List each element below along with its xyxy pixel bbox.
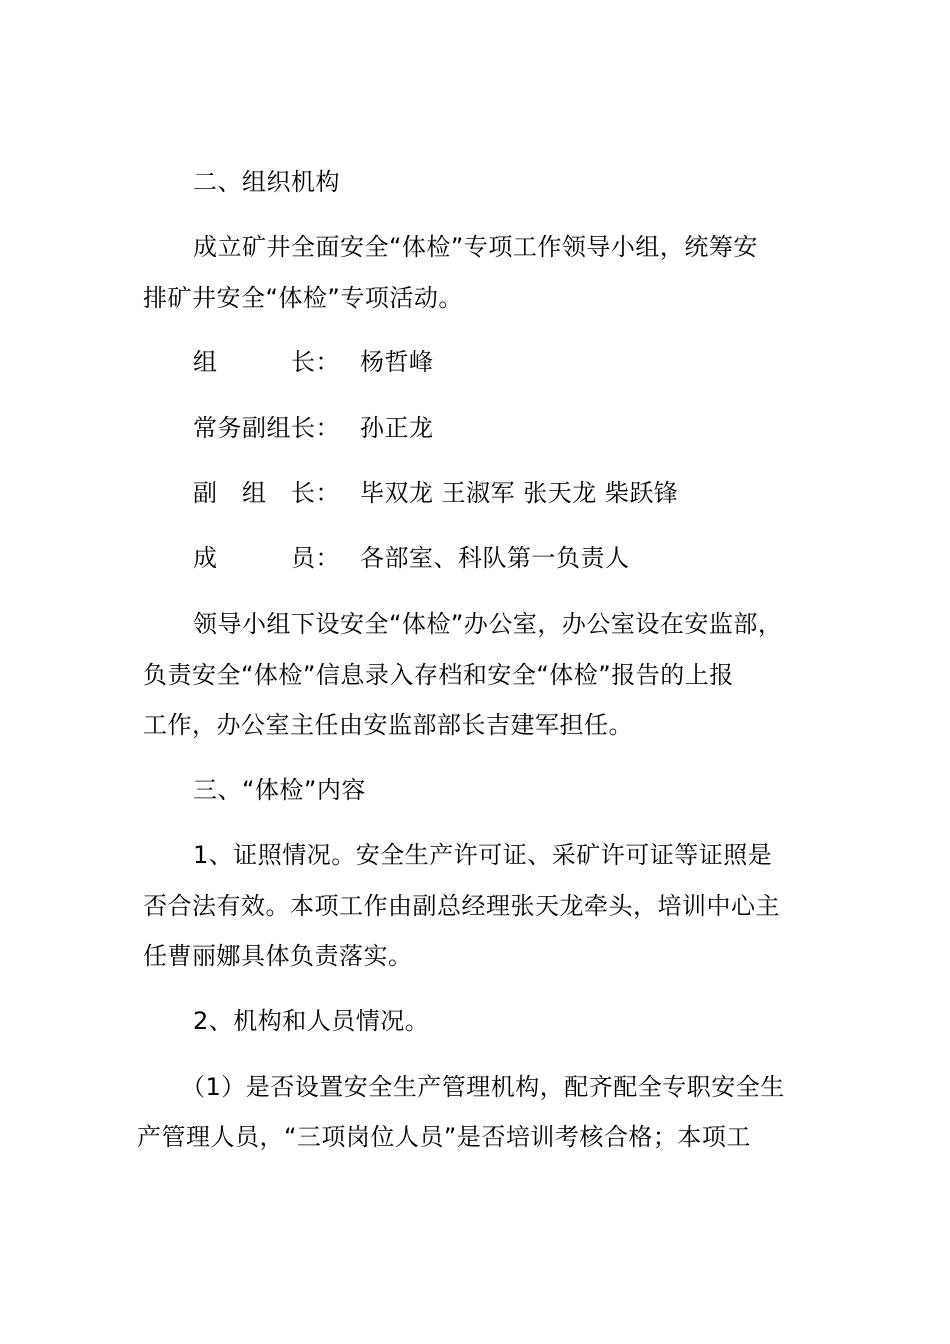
role-row-members bbox=[193, 543, 630, 573]
paragraph-line: 工作，办公室主任由安监部部长吉建军担任。 bbox=[143, 711, 633, 739]
role-value: 各部室、科队第一负责人 bbox=[360, 544, 630, 572]
section-heading-content: 三、“体检”内容 bbox=[193, 776, 366, 804]
paragraph-line: 成立矿井全面安全“体检”专项工作领导小组，统筹安 bbox=[193, 233, 758, 261]
role-label: 组 长： bbox=[193, 348, 340, 376]
paragraph-line: （1）是否设置安全生产管理机构，配齐配全专职安全生 bbox=[181, 1073, 785, 1101]
role-row-leader bbox=[193, 347, 434, 377]
paragraph-line: 排矿井安全“体检”专项活动。 bbox=[143, 284, 463, 312]
section-heading-organization: 二、组织机构 bbox=[193, 168, 340, 196]
paragraph-line: 1、证照情况。安全生产许可证、采矿许可证等证照是 bbox=[193, 841, 773, 869]
role-row-deputy bbox=[193, 478, 679, 508]
paragraph-line: 任曹丽娜具体负责落实。 bbox=[143, 942, 413, 970]
list-item-heading: 2、机构和人员情况。 bbox=[193, 1007, 430, 1035]
role-value: 杨哲峰 bbox=[360, 348, 434, 376]
role-label: 成 员： bbox=[193, 544, 340, 572]
paragraph-line: 否合法有效。本项工作由副总经理张天龙牵头，培训中心主 bbox=[143, 892, 780, 920]
role-label: 常务副组长： bbox=[193, 414, 340, 442]
role-value: 毕双龙 王淑军 张天龙 柴跃锋 bbox=[360, 479, 679, 507]
paragraph-line: 负责安全“体检”信息录入存档和安全“体检”报告的上报 bbox=[143, 661, 734, 689]
role-row-executive-deputy bbox=[193, 413, 434, 443]
role-label: 副 组 长： bbox=[193, 479, 340, 507]
paragraph-line: 领导小组下设安全“体检”办公室，办公室设在安监部， bbox=[193, 610, 783, 638]
paragraph-line: 产管理人员，“三项岗位人员”是否培训考核合格；本项工 bbox=[137, 1123, 751, 1151]
role-value: 孙正龙 bbox=[360, 414, 434, 442]
